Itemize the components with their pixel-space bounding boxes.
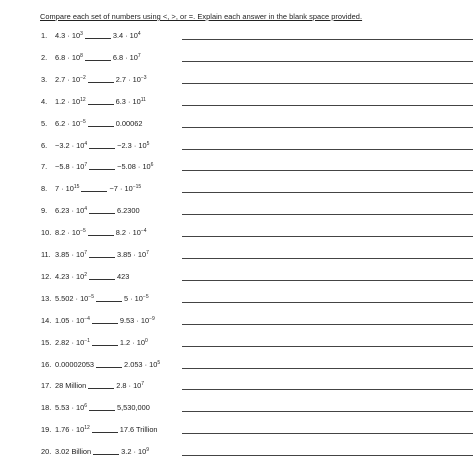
explanation-line[interactable] xyxy=(182,324,473,325)
explanation-line[interactable] xyxy=(182,83,473,84)
right-exponent: −5 xyxy=(142,293,149,300)
right-value: 6.3 · 10 xyxy=(115,96,141,106)
problem-row xyxy=(41,119,441,131)
explanation-line[interactable] xyxy=(182,105,473,106)
problem-row xyxy=(41,425,441,437)
problem-number: 17. xyxy=(41,381,52,391)
comparison-expression xyxy=(55,141,149,150)
problem-number: 8. xyxy=(41,184,48,194)
left-value: 1.2 · 10 xyxy=(55,96,81,106)
right-exponent: −15 xyxy=(132,184,142,191)
left-exponent: 12 xyxy=(80,96,86,103)
left-exponent: 7 xyxy=(84,250,87,256)
problem-number: 13. xyxy=(41,293,52,303)
problem-row xyxy=(41,31,441,43)
left-exponent: 2 xyxy=(84,271,87,278)
left-exponent: 3 xyxy=(80,31,83,37)
left-exponent: 6 xyxy=(84,403,87,410)
comparison-expression xyxy=(55,53,141,62)
comparison-blank[interactable] xyxy=(89,213,115,214)
instructions-heading: Compare each set of numbers using <, >, or =. Explain each answer in the blank space provided. xyxy=(40,12,363,21)
right-exponent: −3 xyxy=(140,74,147,81)
comparison-expression xyxy=(55,403,150,412)
comparison-blank[interactable] xyxy=(88,104,114,105)
comparison-expression xyxy=(55,184,141,193)
right-value: 1.2 · 10 xyxy=(119,337,145,347)
comparison-blank[interactable] xyxy=(93,454,119,455)
right-value: 423 xyxy=(116,271,130,281)
problem-number: 1. xyxy=(41,31,48,40)
comparison-blank[interactable] xyxy=(92,432,118,433)
left-exponent: −5 xyxy=(80,118,86,125)
left-value: 2.82 · 10 xyxy=(55,337,85,347)
problem-row xyxy=(41,184,441,196)
problem-row xyxy=(41,316,441,328)
left-value: 6.2 · 10 xyxy=(55,118,81,128)
problem-row xyxy=(41,294,441,306)
left-exponent: 7 xyxy=(84,162,88,169)
explanation-line[interactable] xyxy=(182,149,473,150)
right-exponent: 5 xyxy=(146,140,150,147)
right-exponent: 4 xyxy=(137,31,141,37)
problem-number: 11. xyxy=(41,250,51,259)
comparison-blank[interactable] xyxy=(96,367,122,368)
left-exponent: 4 xyxy=(84,140,88,147)
right-value: 5 · 10 xyxy=(124,293,143,303)
explanation-line[interactable] xyxy=(182,236,473,237)
left-value: 2.7 · 10 xyxy=(55,74,81,84)
comparison-expression xyxy=(55,75,147,84)
explanation-line[interactable] xyxy=(182,302,473,303)
comparison-expression xyxy=(55,162,153,171)
left-exponent: 4 xyxy=(84,206,87,213)
right-exponent: 5 xyxy=(157,359,161,366)
comparison-blank[interactable] xyxy=(88,388,114,389)
comparison-expression xyxy=(55,228,147,237)
comparison-expression xyxy=(55,316,155,325)
comparison-expression xyxy=(55,447,149,456)
explanation-line[interactable] xyxy=(182,39,473,40)
problem-number: 2. xyxy=(41,52,48,62)
explanation-line[interactable] xyxy=(182,127,473,128)
right-value: 6.8 · 10 xyxy=(112,52,138,62)
problem-number: 9. xyxy=(41,206,48,216)
left-exponent: −5 xyxy=(88,293,94,300)
left-value: −3.2 · 10 xyxy=(55,140,85,150)
left-value: 5.53 · 10 xyxy=(55,403,85,413)
left-value: 7 · 10 xyxy=(55,184,74,194)
left-value: 8.2 · 10 xyxy=(55,228,81,238)
explanation-line[interactable] xyxy=(182,258,473,259)
comparison-expression xyxy=(55,360,160,369)
comparison-blank[interactable] xyxy=(89,169,115,170)
right-value: 2.8 · 10 xyxy=(116,381,142,391)
problem-row xyxy=(41,403,441,415)
problem-number: 20. xyxy=(41,447,52,457)
problem-number: 12. xyxy=(41,271,52,281)
right-exponent: 0 xyxy=(144,337,148,344)
left-exponent: −4 xyxy=(84,315,90,322)
problem-number: 16. xyxy=(41,359,52,369)
left-value: 6.8 · 10 xyxy=(55,52,81,62)
problem-row xyxy=(41,447,441,459)
explanation-line[interactable] xyxy=(182,61,473,62)
right-value: 9.53 · 10 xyxy=(119,315,150,325)
problem-row xyxy=(41,97,441,109)
left-exponent: −2 xyxy=(80,74,86,81)
comparison-expression xyxy=(55,206,140,215)
right-exponent: 7 xyxy=(141,381,145,388)
comparison-blank[interactable] xyxy=(88,82,114,83)
problem-number: 19. xyxy=(41,425,52,435)
comparison-blank[interactable] xyxy=(88,126,114,127)
right-value: 6.2300 xyxy=(116,206,140,216)
comparison-blank[interactable] xyxy=(85,38,111,39)
problem-row xyxy=(41,338,441,350)
left-exponent: 12 xyxy=(84,425,90,432)
explanation-line[interactable] xyxy=(182,192,473,193)
left-exponent: 15 xyxy=(73,184,80,191)
left-value: 4.23 · 10 xyxy=(55,271,85,281)
left-exponent: −5 xyxy=(80,228,86,235)
right-exponent: 6 xyxy=(150,162,154,169)
problem-number: 4. xyxy=(41,96,48,106)
comparison-blank[interactable] xyxy=(89,257,115,258)
left-value: 5.502 · 10 xyxy=(55,293,89,303)
explanation-line[interactable] xyxy=(182,389,473,390)
problem-row xyxy=(41,162,441,174)
explanation-line[interactable] xyxy=(182,455,473,456)
right-exponent: 7 xyxy=(146,250,149,256)
comparison-blank[interactable] xyxy=(81,191,107,192)
right-value: 3.2 · 10 xyxy=(121,447,147,457)
comparison-blank[interactable] xyxy=(89,148,115,149)
comparison-blank[interactable] xyxy=(92,323,118,324)
right-value: 8.2 · 10 xyxy=(115,228,141,238)
comparison-expression xyxy=(55,250,149,259)
comparison-expression xyxy=(55,425,158,434)
right-value: −2.3 · 10 xyxy=(117,140,147,150)
right-value: 3.4 · 10 xyxy=(112,31,138,40)
right-value: 2.053 · 10 xyxy=(124,359,158,369)
right-exponent: −4 xyxy=(140,228,147,235)
explanation-line[interactable] xyxy=(182,433,473,434)
problem-number: 3. xyxy=(41,74,48,84)
left-value: 0.00002053 xyxy=(55,359,95,369)
right-value: 5,530,000 xyxy=(116,403,150,413)
left-exponent: −1 xyxy=(84,337,90,344)
left-value: −5.8 · 10 xyxy=(55,162,85,172)
right-exponent: 7 xyxy=(137,52,141,59)
problem-number: 14. xyxy=(41,315,52,325)
explanation-line[interactable] xyxy=(182,170,473,171)
left-value: 3.02 Billion xyxy=(55,447,92,457)
explanation-line[interactable] xyxy=(182,368,473,369)
problem-row xyxy=(41,75,441,87)
left-value: 28 Million xyxy=(55,381,87,391)
right-value: −7 · 10 xyxy=(109,184,133,194)
comparison-expression xyxy=(55,97,146,106)
comparison-blank[interactable] xyxy=(96,301,122,302)
comparison-blank[interactable] xyxy=(89,410,115,411)
explanation-line[interactable] xyxy=(182,346,473,347)
left-value: 6.23 · 10 xyxy=(55,206,85,216)
left-value: 1.05 · 10 xyxy=(55,315,85,325)
right-value: 3.85 · 10 xyxy=(116,250,147,259)
problem-row xyxy=(41,141,441,153)
problem-row xyxy=(41,228,441,240)
left-exponent: 8 xyxy=(80,52,83,59)
explanation-line[interactable] xyxy=(182,280,473,281)
left-value: 3.85 · 10 xyxy=(55,250,85,259)
comparison-expression xyxy=(55,272,129,281)
comparison-expression xyxy=(55,381,144,390)
problem-row xyxy=(41,206,441,218)
problem-number: 10. xyxy=(41,228,52,238)
problem-number: 18. xyxy=(41,403,52,413)
comparison-blank[interactable] xyxy=(89,279,115,280)
right-value: −5.08 · 10 xyxy=(117,162,151,172)
problem-row xyxy=(41,360,441,372)
comparison-blank[interactable] xyxy=(85,60,111,61)
explanation-line[interactable] xyxy=(182,214,473,215)
comparison-expression xyxy=(55,294,149,303)
comparison-blank[interactable] xyxy=(88,235,114,236)
right-exponent: 11 xyxy=(140,96,146,103)
explanation-line[interactable] xyxy=(182,411,473,412)
problem-row xyxy=(41,272,441,284)
left-value: 1.76 · 10 xyxy=(55,425,85,435)
right-exponent: −9 xyxy=(149,315,155,322)
problem-number: 6. xyxy=(41,140,48,150)
problem-row xyxy=(41,381,441,393)
problem-number: 5. xyxy=(41,118,48,128)
comparison-expression xyxy=(55,119,142,128)
right-value: 0.00062 xyxy=(115,118,143,128)
problem-number: 15. xyxy=(41,337,52,347)
problem-number: 7. xyxy=(41,162,48,172)
right-exponent: 9 xyxy=(146,447,149,454)
right-value: 17.6 Trillion xyxy=(119,425,158,435)
right-value: 2.7 · 10 xyxy=(115,74,141,84)
comparison-blank[interactable] xyxy=(92,345,118,346)
left-value: 4.3 · 10 xyxy=(55,31,81,40)
problem-row xyxy=(41,53,441,65)
comparison-expression xyxy=(55,338,148,347)
comparison-expression xyxy=(55,31,141,40)
problem-row xyxy=(41,250,441,262)
